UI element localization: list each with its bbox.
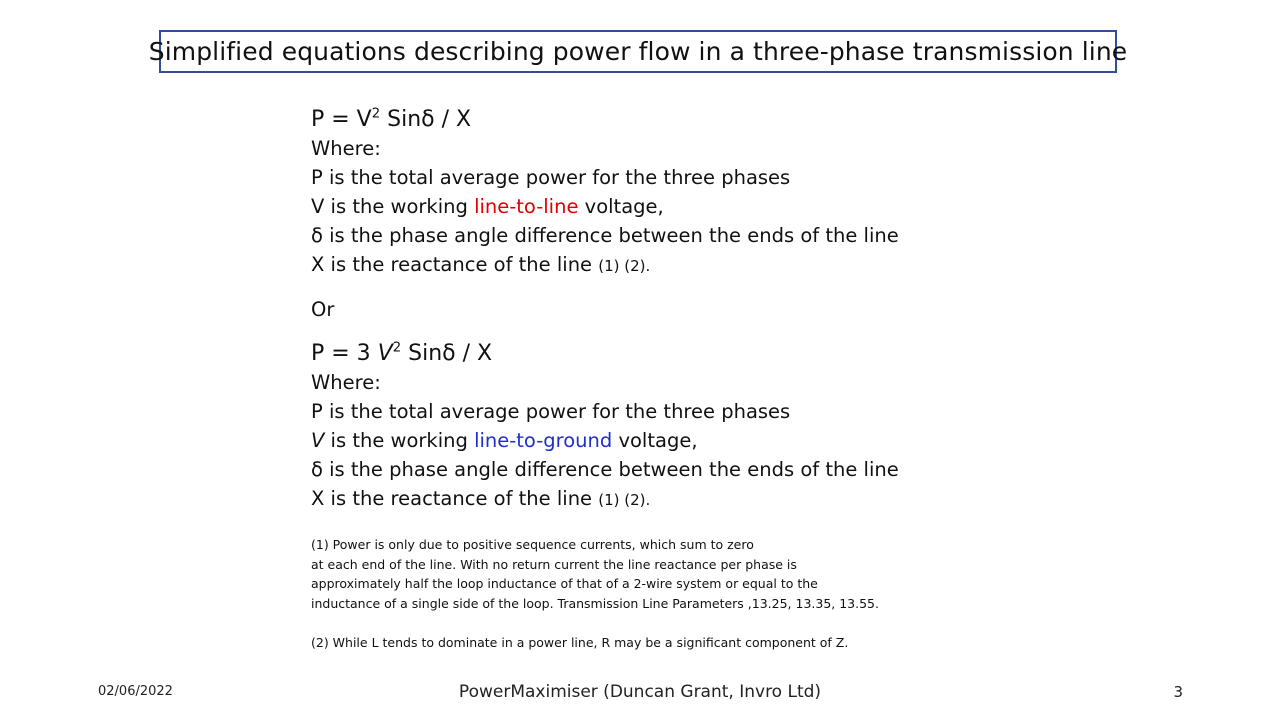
definition-x-1-text: X is the reactance of the line: [311, 253, 599, 276]
footnotes: [311, 535, 1011, 653]
or-separator: Or: [311, 298, 335, 321]
line-to-ground-text: line-to-ground: [474, 429, 613, 452]
equation-2: [311, 339, 1011, 368]
footnote-2: (2) While L tends to dominate in a power line, R may be a significant component of Z.: [311, 635, 849, 650]
definition-x-2: [311, 484, 1011, 515]
slide-number: 3: [1173, 683, 1183, 701]
footnote-1-line: (1) Power is only due to positive sequence currents, which sum to zero: [311, 537, 754, 552]
definition-v-2: [311, 426, 1011, 455]
slide-title: Simplified equations describing power flow in a three-phase transmission line: [148, 37, 1128, 66]
definition-x-2-text: X is the reactance of the line: [311, 487, 599, 510]
slide-title-box: [148, 30, 1128, 73]
definition-delta-2: δ is the phase angle difference between the ends of the line: [311, 458, 899, 481]
definition-v-1: [311, 192, 1011, 221]
equation-2-prefix: P = 3: [311, 341, 378, 366]
equation-1: [311, 105, 1011, 134]
definition-v-1-pre: V is the working: [311, 195, 475, 218]
definition-p-2: P is the total average power for the three phases: [311, 400, 791, 423]
where-label-1: Where:: [311, 137, 381, 160]
footer-presenter: PowerMaximiser (Duncan Grant, Invro Ltd): [458, 682, 822, 702]
equation-block-1: [311, 105, 1011, 281]
equation-1-prefix: P = V: [311, 107, 372, 132]
definition-v-2-post: voltage,: [612, 429, 698, 452]
definition-x-2-refs: (1) (2).: [598, 491, 651, 509]
line-to-line-text: line-to-line: [474, 195, 579, 218]
definition-v-2-variable: V: [311, 429, 325, 452]
definition-v-2-pre: is the working: [324, 429, 475, 452]
footer-date: 02/06/2022: [98, 684, 173, 699]
definition-x-1: [311, 250, 1011, 281]
footnote-1-line: at each end of the line. With no return current the line reactance per phase is: [311, 556, 797, 572]
definition-p-1: P is the total average power for the three phases: [311, 166, 791, 189]
equation-block-2: [311, 339, 1011, 515]
footnote-1-line: inductance of a single side of the loop. Transmission Line Parameters ,13.25, 13.35, 13.55.: [311, 595, 879, 611]
where-label-2: Where:: [311, 371, 381, 394]
equation-2-suffix: Sinδ / X: [401, 341, 493, 366]
equation-2-exponent: 2: [392, 340, 402, 356]
footnote-1-line: approximately half the loop inductance of that of a 2-wire system or equal to the: [311, 576, 818, 591]
equation-2-variable: V: [377, 341, 393, 366]
equation-1-suffix: Sinδ / X: [380, 107, 472, 132]
equation-1-exponent: 2: [371, 106, 381, 122]
definition-x-1-refs: (1) (2).: [598, 257, 651, 275]
footnote-spacer: [311, 613, 1011, 633]
definition-v-1-post: voltage,: [578, 195, 664, 218]
slide-content: [311, 105, 1011, 653]
definition-delta-1: δ is the phase angle difference between the ends of the line: [311, 224, 899, 247]
